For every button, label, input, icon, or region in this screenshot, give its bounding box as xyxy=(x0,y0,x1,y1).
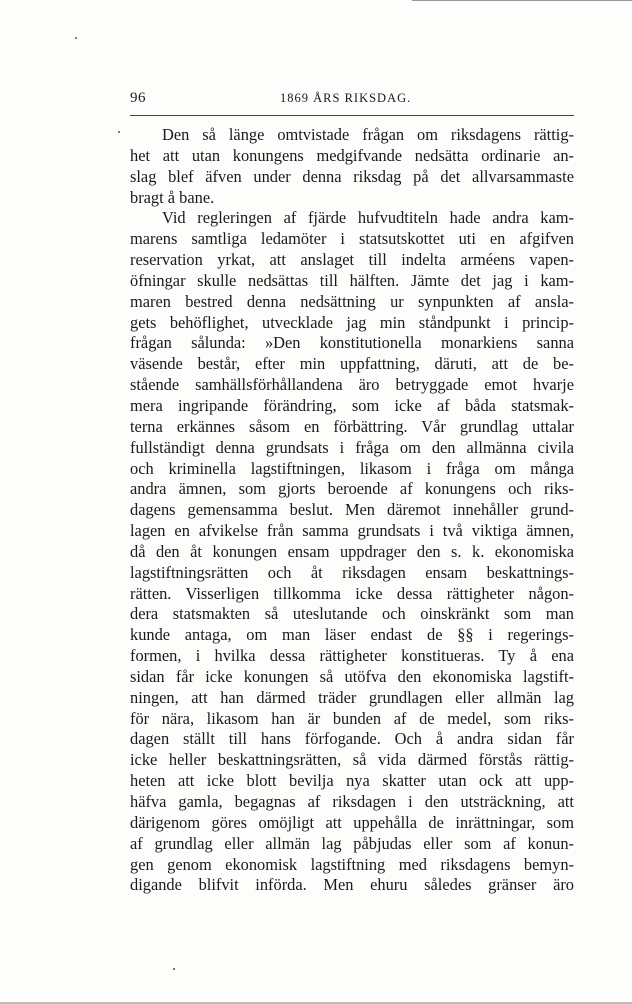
text-line: reservation yrkat, att anslaget till indelta arméens vapen- xyxy=(130,250,574,270)
text-line: dagen ställt till hans förfogande. Och å andra sidan får xyxy=(130,729,574,749)
text-line: gen genom ekonomisk lagstiftning med riksdagens bemyn- xyxy=(130,854,574,874)
text-line: maren bestred denna nedsättning ur synpunkten af ansla- xyxy=(130,291,574,311)
text-line: öfningar skulle nedsättas till hälften. Jämte det jag i kam- xyxy=(130,270,574,290)
text-line: terna erkännes såsom en förbättring. Vår grundlag uttalar xyxy=(130,416,574,436)
text-line: sidan får icke konungen så utöfva den ekonomiska lagstift- xyxy=(130,666,574,686)
text-line: heten att icke blott bevilja nya skatter utan ock att upp- xyxy=(130,771,574,791)
text-line: slag blef äfven under denna riksdag på det allvarsammaste xyxy=(130,166,574,186)
text-line: och kriminella lagstiftningen, likasom i fråga om många xyxy=(130,458,574,478)
text-line: bragt å bane. xyxy=(130,187,215,207)
text-line: lagstiftningsrätten och åt riksdagen ensam beskattnings- xyxy=(130,562,574,582)
page-number: 96 xyxy=(130,90,146,106)
text-line: häfva gamla, begagnas af riksdagen i den utsträckning, att xyxy=(130,792,574,811)
text-line: för nära, likasom han är bunden af de medel, som riks- xyxy=(130,708,574,728)
text-line: dagens gemensamma beslut. Men däremot innehåller grund- xyxy=(130,500,574,520)
text-line: väsende består, efter min uppfattning, däruti, att de be- xyxy=(130,354,574,374)
text-line: kunde antaga, om man läser endast de §§ i regerings- xyxy=(130,625,574,645)
text-line: ningen, att han därmed träder grundlagen eller allmän lag xyxy=(130,687,574,707)
text-line: fullständigt denna grundsats i fråga om den allmänna civila xyxy=(130,437,574,457)
page-header xyxy=(130,90,574,110)
text-line: rätten. Visserligen tillkomma icke dessa rättigheter någon- xyxy=(130,583,574,603)
text-line: het att utan konungens medgifvande nedsätta ordinarie an- xyxy=(130,145,574,165)
scan-edge-top xyxy=(412,0,632,1)
text-line: Den så länge omtvistade frågan om riksdagens rättig- xyxy=(162,125,574,144)
text-line: andra ämnen, som gjorts beroende af konungens och riks- xyxy=(130,479,574,499)
text-line: marens samtliga ledamöter i statsutskottet uti en afgifven xyxy=(130,229,574,249)
running-title: 1869 ÅRS RIKSDAG. xyxy=(280,91,412,105)
text-line: dera statsmakten så uteslutande och oinskränkt som man xyxy=(130,604,574,624)
text-line: af grundlag eller allmän lag påbjudas eller som af konun- xyxy=(130,833,574,853)
header-rule xyxy=(130,115,574,116)
text-line: då den åt konungen ensam uppdrager den s. k. ekonomiska xyxy=(130,541,574,561)
text-line: därigenom göres omöjligt att uppehålla de inrättningar, som xyxy=(130,812,574,832)
scan-speck xyxy=(173,968,175,970)
text-line: digande blifvit införda. Men ehuru således gränser äro xyxy=(130,875,574,895)
body-text xyxy=(130,125,574,896)
text-line: stående samhällsförhållandena äro betryggade emot hvarje xyxy=(130,375,574,395)
text-line: gets behöflighet, utvecklade jag min ståndpunkt i princip- xyxy=(130,312,574,332)
scan-speck xyxy=(75,37,77,39)
text-line: frågan sålunda: »Den konstitutionella monarkiens sanna xyxy=(130,333,574,353)
text-line: Vid regleringen af fjärde hufvudtiteln hade andra kam- xyxy=(162,208,574,228)
text-line: mera ingripande förändring, som icke af båda statsmak- xyxy=(130,395,574,415)
text-line: lagen en afvikelse från samma grundsats i två viktiga ämnen, xyxy=(130,521,574,541)
text-line: icke heller beskattningsrätten, så vida därmed förstås rättig- xyxy=(130,750,574,770)
scan-speck xyxy=(118,131,120,133)
text-line: formen, i hvilka dessa rättigheter konstitueras. Ty å ena xyxy=(130,646,574,666)
